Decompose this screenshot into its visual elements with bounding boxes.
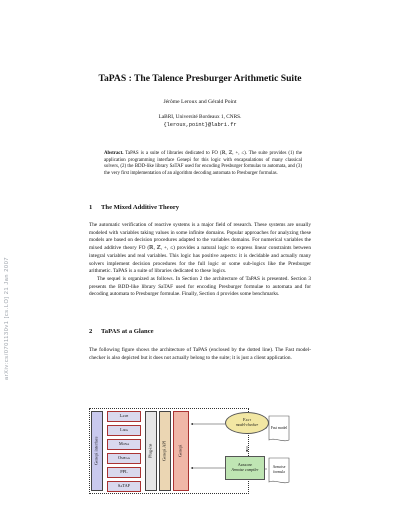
armoise-title: Armoise xyxy=(237,462,253,468)
fast-subtitle: model-checker xyxy=(235,423,259,427)
email: {leroux,point}@labri.fr xyxy=(163,122,237,128)
lib-sataf: SaTAF xyxy=(107,481,141,492)
genepi-interface-box: Genepi interface xyxy=(91,411,103,491)
lib-ppl: PPL xyxy=(107,467,141,478)
fast-node xyxy=(225,412,269,434)
section-1-body xyxy=(89,222,311,299)
paper-title: TaPAS : The Talence Presburger Arithmetic Suite xyxy=(98,73,302,84)
lib-lash: Lash xyxy=(107,411,141,422)
authors: Jérôme Leroux and Gérald Point xyxy=(163,99,237,105)
section-1-paragraph-2: The sequel is organized as follows. In Section 2 the architecture of TaPAS is presented. Section 3 presents the BDD-like library SaTAF used for encoding Presburger formulae to automata and for decoding automata to Presburger formulae. Finally, Section 4 provides some benchmarks. xyxy=(89,275,311,298)
section-2-body xyxy=(89,347,311,362)
section-2-paragraph-1: The following figure shows the architecture of TaPAS (enclosed by the dotted line). The Fast model-checker is also depicted but it does not actually belong to the suite; it is just a client application. xyxy=(89,347,311,361)
abstract-text: TaPAS is a suite of libraries dedicated to FO (ℝ, ℤ, +, ≤). The suite provides (1) the application programming interface Genepi for this logic with encapsulations of many classical solvers, (2) the BDD-like library SaTAF used for encoding Presburger formulas to automata, and (3) the very first implementation of an algorithm decoding automata to Presburger formulas. xyxy=(104,151,302,176)
section-2-number: 2 xyxy=(89,328,93,335)
section-1-title: The Mixed Additive Theory xyxy=(101,204,180,211)
arxiv-identifier: arXiv:cs/0701130v1 [cs.LO] 21 Jan 2007 xyxy=(4,256,10,380)
genepi-api-box: Genepi API xyxy=(159,411,171,491)
doc-armoise-formula: Armoise formula xyxy=(272,465,286,474)
section-1-heading xyxy=(89,204,179,211)
section-2-heading xyxy=(89,328,154,335)
architecture-diagram xyxy=(89,408,311,496)
lib-mona: Mona xyxy=(107,439,141,450)
abstract-label: Abstract. xyxy=(104,151,124,156)
plugins-box: Plug-ins xyxy=(145,411,157,491)
fast-title: Fast xyxy=(242,417,252,423)
doc-fast-model: Fast model xyxy=(270,425,288,430)
section-1-paragraph-1: The automatic verification of reactive systems is a major field of research. These systems are usually modeled with variables taking values in some infinite domains. Popular approaches for analyzing these models are based on decision procedures adapted to the variables domains. For numerical variables the mixed additive theory FO (ℝ, ℤ, +, ≤) provides a natural logic to express linear constraints between integral variables and real variables. This logic has positive aspects: it is decidable and actually many solvers implement decision procedures for the full logic or some sub-logics like the Presburger arithmetic. TaPAS is a suite of libraries dedicated to these logics. xyxy=(89,222,311,275)
abstract xyxy=(104,151,302,177)
section-1-number: 1 xyxy=(89,204,93,211)
lib-omega: Omega xyxy=(107,453,141,464)
armoise-node xyxy=(225,456,265,480)
section-2-title: TaPAS at a Glance xyxy=(101,328,154,335)
genepi-box: Genepi xyxy=(173,411,189,491)
affiliation: LaBRI, Université Bordeaux 1, CNRS. xyxy=(158,114,242,120)
lib-lira: Lira xyxy=(107,425,141,436)
armoise-subtitle: Armoise compiler xyxy=(231,468,259,472)
